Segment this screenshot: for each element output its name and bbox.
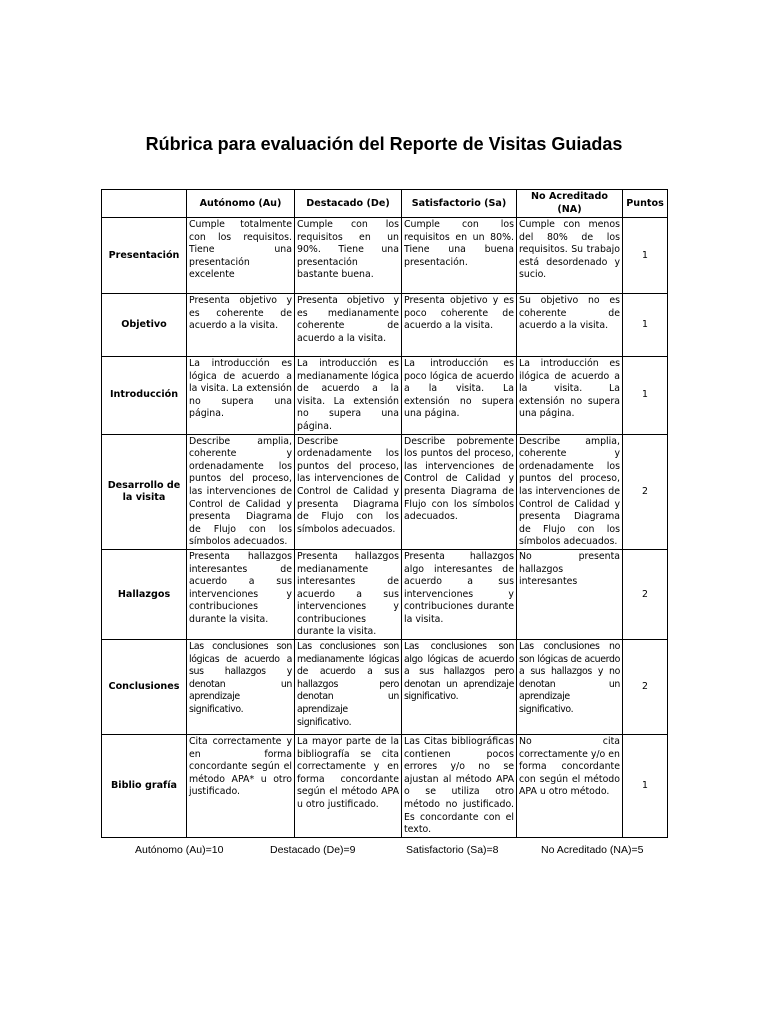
cell-destacado: La introducción es medianamente lógica de acuerdo a la visita. La extensión no supera una página.: [295, 357, 402, 435]
criterion-label: Introducción: [102, 357, 187, 435]
legend-autonomo: Autónomo (Au)=10: [135, 844, 224, 856]
points-value: 1: [623, 357, 668, 435]
cell-no-acreditado: La introducción es ilógica de acuerdo a la visita. La extensión no supera una página.: [517, 357, 623, 435]
points-value: 1: [623, 735, 668, 838]
cell-no-acreditado: Las conclusiones no son lógicas de acuerdo a sus hallazgos y no denotan un aprendizaje significativo.: [517, 640, 623, 735]
cell-no-acreditado: Su objetivo no es coherente de acuerdo a la visita.: [517, 294, 623, 357]
cell-destacado: Presenta objetivo y es medianamente coherente de acuerdo a la visita.: [295, 294, 402, 357]
legend-satisfactorio: Satisfactorio (Sa)=8: [406, 844, 499, 856]
cell-no-acreditado: Cumple con menos del 80% de los requisitos. Su trabajo está desordenado y sucio.: [517, 218, 623, 294]
cell-destacado: Presenta hallazgos medianamente interesantes de acuerdo a sus intervenciones y contribuciones durante la visita.: [295, 549, 402, 639]
rubric-table: [101, 189, 668, 838]
legend-destacado: Destacado (De)=9: [270, 844, 356, 856]
cell-autonomo: Describe amplia, coherente y ordenadamente los puntos del proceso, las intervenciones de Control de Calidad y presenta Diagrama de Flujo con los símbolos adecuados.: [187, 434, 295, 549]
cell-autonomo: Presenta objetivo y es coherente de acuerdo a la visita.: [187, 294, 295, 357]
header-criterion: [102, 190, 187, 218]
table-row: [102, 357, 668, 435]
criterion-label: Desarrollo de la visita: [102, 434, 187, 549]
points-value: 2: [623, 434, 668, 549]
cell-satisfactorio: Describe pobremente los puntos del proceso, las intervenciones de Control de Calidad y presenta Diagrama de Flujo con los símbolos adecuados.: [402, 434, 517, 549]
cell-satisfactorio: Las conclusiones son algo lógicas de acuerdo a sus hallazgos pero denotan un aprendizaje significativo.: [402, 640, 517, 735]
cell-autonomo: Cita correctamente y en forma concordante según el método APA* u otro justificado.: [187, 735, 295, 838]
cell-satisfactorio: La introducción es poco lógica de acuerdo a la visita. La extensión no supera una página.: [402, 357, 517, 435]
cell-autonomo: Las conclusiones son lógicas de acuerdo a sus hallazgos y denotan un aprendizaje significativo.: [187, 640, 295, 735]
cell-no-acreditado: Describe amplia, coherente y ordenadamente los puntos del proceso, las intervenciones de Control de Calidad y presenta Diagrama de Flujo con los símbolos adecuados.: [517, 434, 623, 549]
header-autonomo: Autónomo (Au): [187, 190, 295, 218]
cell-destacado: La mayor parte de la bibliografía se cita correctamente y en forma concordante según el método APA u otro justificado.: [295, 735, 402, 838]
cell-satisfactorio: Cumple con los requisitos en un 80%. Tiene una buena presentación.: [402, 218, 517, 294]
criterion-label: Biblio grafía: [102, 735, 187, 838]
points-value: 2: [623, 549, 668, 639]
header-satisfactorio: Satisfactorio (Sa): [402, 190, 517, 218]
legend-no-acreditado: No Acreditado (NA)=5: [541, 844, 644, 856]
header-no-acreditado: No Acreditado (NA): [517, 190, 623, 218]
cell-destacado: Cumple con los requisitos en un 90%. Tiene una presentación bastante buena.: [295, 218, 402, 294]
criterion-label: Presentación: [102, 218, 187, 294]
header-row: [102, 190, 668, 218]
points-value: 2: [623, 640, 668, 735]
header-destacado: Destacado (De): [295, 190, 402, 218]
table-row: [102, 549, 668, 639]
cell-no-acreditado: No cita correctamente y/o en forma concordante con según el método APA u otro método.: [517, 735, 623, 838]
criterion-label: Conclusiones: [102, 640, 187, 735]
points-value: 1: [623, 294, 668, 357]
cell-satisfactorio: Presenta hallazgos algo interesantes de acuerdo a sus intervenciones y contribuciones durante la visita.: [402, 549, 517, 639]
table-row: [102, 294, 668, 357]
criterion-label: Objetivo: [102, 294, 187, 357]
cell-destacado: Las conclusiones son medianamente lógicas de acuerdo a sus hallazgos pero denotan un aprendizaje significativo.: [295, 640, 402, 735]
cell-autonomo: La introducción es lógica de acuerdo a la visita. La extensión no supera una página.: [187, 357, 295, 435]
table-row: [102, 735, 668, 838]
header-puntos: Puntos: [623, 190, 668, 218]
cell-autonomo: Cumple totalmente con los requisitos. Tiene una presentación excelente: [187, 218, 295, 294]
table-row: [102, 640, 668, 735]
criterion-label: Hallazgos: [102, 549, 187, 639]
cell-satisfactorio: Las Citas bibliográficas contienen pocos errores y/o no se ajustan al método APA o se utiliza otro método no justificado. Es concordante con el texto.: [402, 735, 517, 838]
cell-destacado: Describe ordenadamente los puntos del proceso, las intervenciones de Control de Calidad y presenta Diagrama de Flujo con los símbolos adecuados.: [295, 434, 402, 549]
score-legend: [0, 844, 768, 860]
document-title: Rúbrica para evaluación del Reporte de Visitas Guiadas: [145, 134, 623, 154]
cell-no-acreditado: No presenta hallazgos interesantes: [517, 549, 623, 639]
cell-autonomo: Presenta hallazgos interesantes de acuerdo a sus intervenciones y contribuciones durante la visita.: [187, 549, 295, 639]
table-row: [102, 218, 668, 294]
table-row: [102, 434, 668, 549]
cell-satisfactorio: Presenta objetivo y es poco coherente de acuerdo a la visita.: [402, 294, 517, 357]
points-value: 1: [623, 218, 668, 294]
